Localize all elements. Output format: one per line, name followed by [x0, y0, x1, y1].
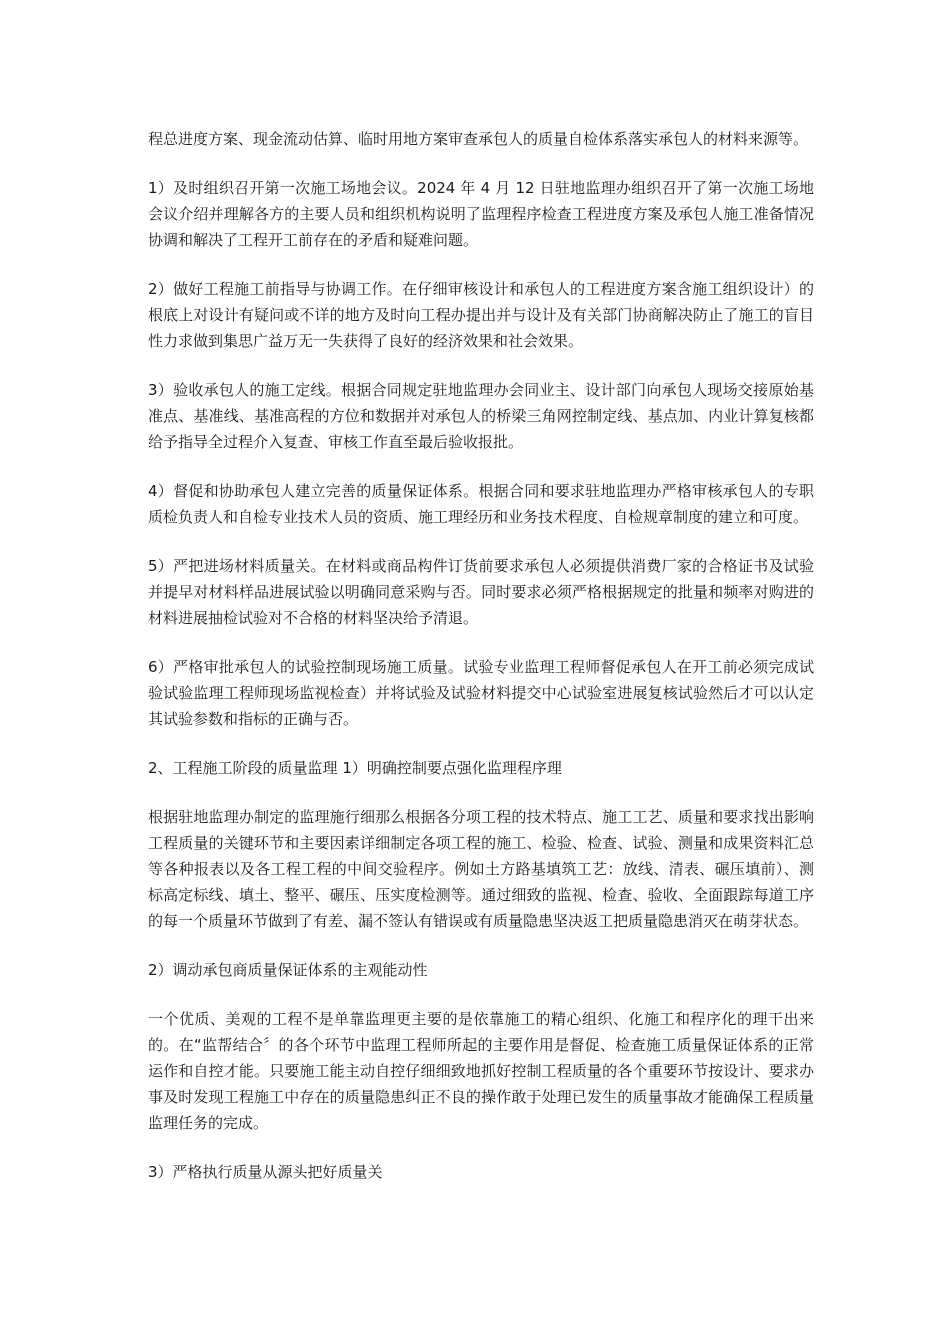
document-body	[148, 126, 814, 1208]
paragraph-continuation: 程总进度方案、现金流动估算、临时用地方案审查承包人的质量自检体系落实承包人的材料来源等。	[148, 130, 809, 148]
subheading-item-3: 3）严格执行质量从源头把好质量关	[148, 1163, 383, 1181]
subheading-item-2: 2）调动承包商质量保证体系的主观能动性	[148, 961, 428, 979]
section-heading-construction-phase: 2、工程施工阶段的质量监理 1）明确控制要点强化监理程序理	[148, 759, 562, 777]
paragraph-quality-system: 一个优质、美观的工程不是单靠监理更主要的是依靠施工的精心组织、化施工和程序化的理干出来的。在“监帮结合〞的各个环节中监理工程师所起的主要作用是督促、检查施工质量保证体系的正常运作和自控才能。只要施工能主动自控仔细细致地抓好控制工程质量的各个重要环节按设计、要求办事及时发现工程施工中存在的质量隐患纠正不良的操作敢于处理已发生的质量事故才能确保工程质量监理任务的完成。	[148, 1010, 814, 1132]
paragraph-item-2: 2）做好工程施工前指导与协调工作。在仔细审核设计和承包人的工程进度方案含施工组织设计）的根底上对设计有疑问或不详的地方及时向工程办提出并与设计及有关部门协商解决防止了施工的盲目性力求做到集思广益万无一失获得了良好的经济效果和社会效果。	[148, 280, 814, 350]
paragraph-item-1: 1）及时组织召开第一次施工场地会议。2024 年 4 月 12 日驻地监理办组织召开了第一次施工场地会议介绍并理解各方的主要人员和组织机构说明了监理程序检查工程进度方案及承包人施工准备情况协调和解决了工程开工前存在的矛盾和疑难问题。	[148, 179, 814, 249]
paragraph-control-points: 根据驻地监理办制定的监理施行细那么根据各分项工程的技术特点、施工工艺、质量和要求找出影响工程质量的关键环节和主要因素详细制定各项工程的施工、检验、检查、试验、测量和成果资料汇总等各种报表以及各工程工程的中间交验程序。例如土方路基填筑工艺：放线、清表、碾压填前）、测标高定标线、填土、整平、碾压、压实度检测等。通过细致的监视、检查、验收、全面跟踪每道工序的每一个质量环节做到了有差、漏不签认有错误或有质量隐患坚决返工把质量隐患消灭在萌芽状态。	[148, 808, 814, 930]
paragraph-item-4: 4）督促和协助承包人建立完善的质量保证体系。根据合同和要求驻地监理办严格审核承包人的专职质检负责人和自检专业技术人员的资质、施工理经历和业务技术程度、自检规章制度的建立和可度。	[148, 482, 814, 526]
paragraph-item-6: 6）严格审批承包人的试验控制现场施工质量。试验专业监理工程师督促承包人在开工前必须完成试验试验监理工程师现场监视检查）并将试验及试验材料提交中心试验室进展复核试验然后才可以认定其试验参数和指标的正确与否。	[148, 658, 814, 728]
paragraph-item-5: 5）严把进场材料质量关。在材料或商品构件订货前要求承包人必须提供消费厂家的合格证书及试验并提早对材料样品进展试验以明确同意采购与否。同时要求必须严格根据规定的批量和频率对购进的材料进展抽检试验对不合格的材料坚决给予清退。	[148, 557, 814, 627]
paragraph-item-3: 3）验收承包人的施工定线。根据合同规定驻地监理办会同业主、设计部门向承包人现场交接原始基准点、基准线、基准高程的方位和数据并对承包人的桥梁三角网控制定线、基点加、内业计算复核都给予指导全过程介入复查、审核工作直至最后验收报批。	[148, 381, 814, 451]
